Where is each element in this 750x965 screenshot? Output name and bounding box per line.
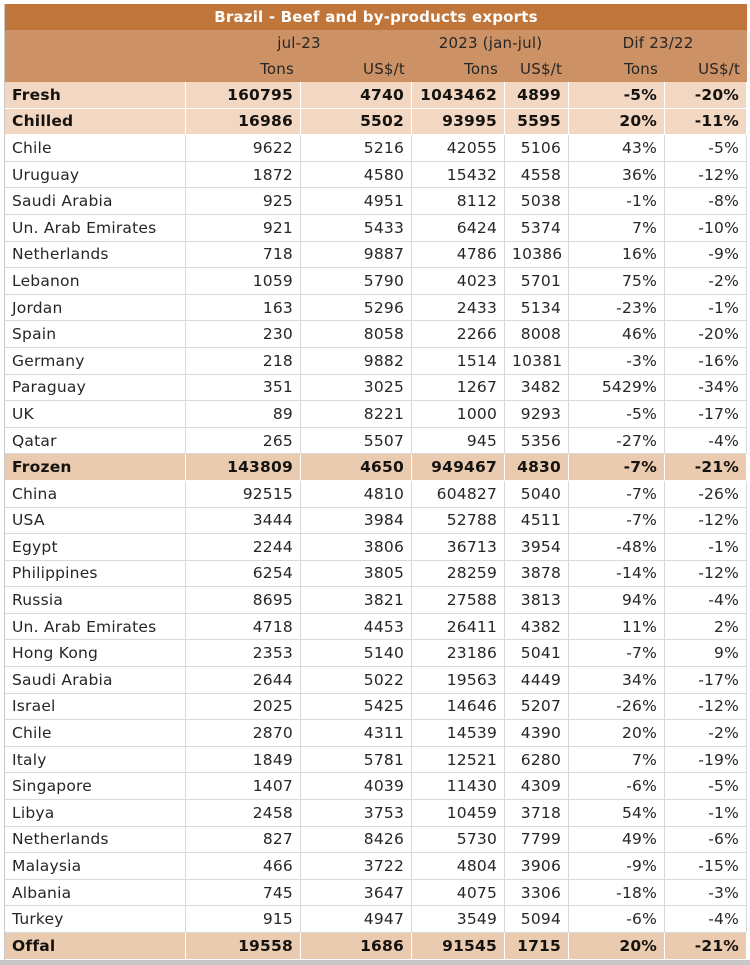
cell-value: 3821 — [301, 587, 412, 614]
subheader-jul-tons: Tons — [186, 56, 301, 82]
row-label: Germany — [5, 348, 186, 375]
cell-value: 9293 — [505, 401, 569, 428]
cell-value: -1% — [665, 295, 747, 322]
cell-value: -12% — [665, 508, 747, 535]
row-label: Uruguay — [5, 162, 186, 189]
cell-value: 921 — [186, 215, 301, 242]
table-row — [5, 614, 747, 641]
row-label: Saudi Arabia — [5, 667, 186, 694]
cell-value: -3% — [569, 348, 665, 375]
cell-value: 93995 — [412, 109, 505, 136]
row-label: Libya — [5, 800, 186, 827]
cell-value: 5790 — [301, 268, 412, 295]
cell-value: 2353 — [186, 640, 301, 667]
cell-value: 8112 — [412, 188, 505, 215]
cell-value: -4% — [665, 906, 747, 933]
row-label: Egypt — [5, 534, 186, 561]
cell-value: -4% — [665, 587, 747, 614]
row-label: Israel — [5, 694, 186, 721]
table-row — [5, 481, 747, 508]
cell-value: 5041 — [505, 640, 569, 667]
row-label: Chile — [5, 135, 186, 162]
cell-value: 9622 — [186, 135, 301, 162]
cell-value: -6% — [569, 773, 665, 800]
cell-value: -20% — [665, 321, 747, 348]
cell-value: 5429% — [569, 375, 665, 402]
table-row — [5, 880, 747, 907]
cell-value: 6424 — [412, 215, 505, 242]
cell-value: 4740 — [301, 82, 412, 109]
cell-value: 94% — [569, 587, 665, 614]
cell-value: -1% — [665, 800, 747, 827]
cell-value: 1514 — [412, 348, 505, 375]
cell-value: 5433 — [301, 215, 412, 242]
cell-value: 604827 — [412, 481, 505, 508]
cell-value: 5106 — [505, 135, 569, 162]
table-row — [5, 720, 747, 747]
table-row — [5, 640, 747, 667]
cell-value: -17% — [665, 667, 747, 694]
cell-value: 16986 — [186, 109, 301, 136]
cell-value: 2433 — [412, 295, 505, 322]
cell-value: -19% — [665, 747, 747, 774]
row-label: UK — [5, 401, 186, 428]
table-row — [5, 135, 747, 162]
cell-value: 46% — [569, 321, 665, 348]
cell-value: -11% — [665, 109, 747, 136]
subheader-2023-tons: Tons — [412, 56, 505, 82]
cell-value: 4311 — [301, 720, 412, 747]
cell-value: 5038 — [505, 188, 569, 215]
row-label: Hong Kong — [5, 640, 186, 667]
cell-value: 1872 — [186, 162, 301, 189]
cell-value: 3306 — [505, 880, 569, 907]
corner-cell — [5, 56, 186, 82]
cell-value: 5730 — [412, 827, 505, 854]
cell-value: 4449 — [505, 667, 569, 694]
corner-cell — [5, 30, 186, 56]
cell-value: 19563 — [412, 667, 505, 694]
cell-value: 14646 — [412, 694, 505, 721]
cell-value: 28259 — [412, 561, 505, 588]
cell-value: 5296 — [301, 295, 412, 322]
cell-value: -5% — [569, 82, 665, 109]
row-label: Frozen — [5, 454, 186, 481]
cell-value: 4718 — [186, 614, 301, 641]
table-row — [5, 800, 747, 827]
cell-value: 3906 — [505, 853, 569, 880]
cell-value: 2% — [665, 614, 747, 641]
cell-value: 3718 — [505, 800, 569, 827]
cell-value: -10% — [665, 215, 747, 242]
cell-value: 3549 — [412, 906, 505, 933]
cell-value: 1000 — [412, 401, 505, 428]
cell-value: -9% — [569, 853, 665, 880]
row-label: Offal — [5, 933, 186, 960]
cell-value: -5% — [665, 135, 747, 162]
cell-value: 3482 — [505, 375, 569, 402]
cell-value: 7% — [569, 215, 665, 242]
table-row — [5, 215, 747, 242]
table-row — [5, 321, 747, 348]
cell-value: 26411 — [412, 614, 505, 641]
cell-value: -18% — [569, 880, 665, 907]
cell-value: -16% — [665, 348, 747, 375]
cell-value: 949467 — [412, 454, 505, 481]
cell-value: 11430 — [412, 773, 505, 800]
cell-value: -26% — [569, 694, 665, 721]
cell-value: 3984 — [301, 508, 412, 535]
cell-value: 4947 — [301, 906, 412, 933]
cell-value: 2458 — [186, 800, 301, 827]
cell-value: 3444 — [186, 508, 301, 535]
cell-value: 11% — [569, 614, 665, 641]
cell-value: 89 — [186, 401, 301, 428]
cell-value: 3954 — [505, 534, 569, 561]
cell-value: 1059 — [186, 268, 301, 295]
cell-value: -17% — [665, 401, 747, 428]
cell-value: -2% — [665, 720, 747, 747]
cell-value: 23186 — [412, 640, 505, 667]
cell-value: 91545 — [412, 933, 505, 960]
cell-value: 36% — [569, 162, 665, 189]
cell-value: 4810 — [301, 481, 412, 508]
cell-value: 718 — [186, 242, 301, 269]
row-label: Chile — [5, 720, 186, 747]
cell-value: -12% — [665, 694, 747, 721]
cell-value: 3878 — [505, 561, 569, 588]
cell-value: 4390 — [505, 720, 569, 747]
row-label: Paraguay — [5, 375, 186, 402]
cell-value: 42055 — [412, 135, 505, 162]
cell-value: 6254 — [186, 561, 301, 588]
cell-value: -2% — [665, 268, 747, 295]
cell-value: 49% — [569, 827, 665, 854]
row-label: Netherlands — [5, 242, 186, 269]
cell-value: 10386 — [505, 242, 569, 269]
cell-value: -7% — [569, 508, 665, 535]
cell-value: 5094 — [505, 906, 569, 933]
cell-value: 265 — [186, 428, 301, 455]
table-row — [5, 906, 747, 933]
row-label: Saudi Arabia — [5, 188, 186, 215]
row-label: Albania — [5, 880, 186, 907]
cell-value: 16% — [569, 242, 665, 269]
cell-value: -3% — [665, 880, 747, 907]
row-label: Jordan — [5, 295, 186, 322]
cell-value: 5207 — [505, 694, 569, 721]
subheader-2023-usdt: US$/t — [505, 56, 569, 82]
cell-value: 4023 — [412, 268, 505, 295]
cell-value: -14% — [569, 561, 665, 588]
row-label: Netherlands — [5, 827, 186, 854]
cell-value: 4558 — [505, 162, 569, 189]
cell-value: 1407 — [186, 773, 301, 800]
cell-value: 1715 — [505, 933, 569, 960]
cell-value: 5374 — [505, 215, 569, 242]
row-label: Malaysia — [5, 853, 186, 880]
cell-value: 1686 — [301, 933, 412, 960]
cell-value: 8426 — [301, 827, 412, 854]
table-row — [5, 694, 747, 721]
table-row — [5, 667, 747, 694]
cell-value: 14539 — [412, 720, 505, 747]
cell-value: 10459 — [412, 800, 505, 827]
table-row — [5, 587, 747, 614]
cell-value: 163 — [186, 295, 301, 322]
bottom-edge — [0, 960, 750, 965]
cell-value: 4951 — [301, 188, 412, 215]
section-row — [5, 109, 747, 136]
subheader-dif-tons: Tons — [569, 56, 665, 82]
cell-value: 43% — [569, 135, 665, 162]
cell-value: 19558 — [186, 933, 301, 960]
cell-value: 3805 — [301, 561, 412, 588]
table-row — [5, 295, 747, 322]
cell-value: 945 — [412, 428, 505, 455]
cell-value: 54% — [569, 800, 665, 827]
cell-value: 160795 — [186, 82, 301, 109]
cell-value: 1849 — [186, 747, 301, 774]
cell-value: 2025 — [186, 694, 301, 721]
table-row — [5, 162, 747, 189]
cell-value: 915 — [186, 906, 301, 933]
cell-value: -27% — [569, 428, 665, 455]
cell-value: 3025 — [301, 375, 412, 402]
cell-value: 9882 — [301, 348, 412, 375]
cell-value: -15% — [665, 853, 747, 880]
cell-value: -21% — [665, 454, 747, 481]
table-row — [5, 188, 747, 215]
table-row — [5, 827, 747, 854]
cell-value: 8695 — [186, 587, 301, 614]
cell-value: -1% — [665, 534, 747, 561]
cell-value: -7% — [569, 481, 665, 508]
cell-value: 9% — [665, 640, 747, 667]
cell-value: -21% — [665, 933, 747, 960]
cell-value: -8% — [665, 188, 747, 215]
cell-value: 2644 — [186, 667, 301, 694]
cell-value: -34% — [665, 375, 747, 402]
cell-value: 351 — [186, 375, 301, 402]
cell-value: -20% — [665, 82, 747, 109]
cell-value: -48% — [569, 534, 665, 561]
row-label: Un. Arab Emirates — [5, 614, 186, 641]
table-row — [5, 561, 747, 588]
cell-value: 52788 — [412, 508, 505, 535]
cell-value: 925 — [186, 188, 301, 215]
table-row — [5, 428, 747, 455]
cell-value: 5356 — [505, 428, 569, 455]
subheader-jul-usdt: US$/t — [301, 56, 412, 82]
cell-value: 5781 — [301, 747, 412, 774]
row-label: Singapore — [5, 773, 186, 800]
cell-value: 4580 — [301, 162, 412, 189]
cell-value: 3647 — [301, 880, 412, 907]
cell-value: -7% — [569, 640, 665, 667]
cell-value: -5% — [569, 401, 665, 428]
table-row — [5, 747, 747, 774]
row-label: Russia — [5, 587, 186, 614]
section-row — [5, 933, 747, 960]
cell-value: 7% — [569, 747, 665, 774]
cell-value: 5216 — [301, 135, 412, 162]
cell-value: 8058 — [301, 321, 412, 348]
cell-value: 8221 — [301, 401, 412, 428]
cell-value: 3813 — [505, 587, 569, 614]
cell-value: 5595 — [505, 109, 569, 136]
cell-value: 2244 — [186, 534, 301, 561]
cell-value: 143809 — [186, 454, 301, 481]
cell-value: -6% — [665, 827, 747, 854]
column-subheader-row — [5, 56, 747, 82]
row-label: Chilled — [5, 109, 186, 136]
cell-value: 27588 — [412, 587, 505, 614]
cell-value: 5040 — [505, 481, 569, 508]
cell-value: 4309 — [505, 773, 569, 800]
table-header — [5, 30, 747, 82]
table-row — [5, 268, 747, 295]
cell-value: 4804 — [412, 853, 505, 880]
row-label: Fresh — [5, 82, 186, 109]
cell-value: 5134 — [505, 295, 569, 322]
section-row — [5, 82, 747, 109]
cell-value: 218 — [186, 348, 301, 375]
row-label: Lebanon — [5, 268, 186, 295]
cell-value: 3722 — [301, 853, 412, 880]
cell-value: 1267 — [412, 375, 505, 402]
cell-value: 92515 — [186, 481, 301, 508]
cell-value: 5022 — [301, 667, 412, 694]
row-label: Turkey — [5, 906, 186, 933]
row-label: USA — [5, 508, 186, 535]
cell-value: 20% — [569, 720, 665, 747]
row-label: Qatar — [5, 428, 186, 455]
cell-value: -7% — [569, 454, 665, 481]
cell-value: 20% — [569, 109, 665, 136]
row-label: Italy — [5, 747, 186, 774]
cell-value: -4% — [665, 428, 747, 455]
exports-table-container — [4, 4, 747, 960]
cell-value: 9887 — [301, 242, 412, 269]
subheader-dif-usdt: US$/t — [665, 56, 747, 82]
cell-value: -9% — [665, 242, 747, 269]
cell-value: 5502 — [301, 109, 412, 136]
cell-value: 4511 — [505, 508, 569, 535]
cell-value: 4899 — [505, 82, 569, 109]
table-row — [5, 348, 747, 375]
cell-value: 20% — [569, 933, 665, 960]
cell-value: 3753 — [301, 800, 412, 827]
table-title: Brazil - Beef and by-products exports — [5, 4, 747, 30]
cell-value: -5% — [665, 773, 747, 800]
cell-value: 4039 — [301, 773, 412, 800]
cell-value: 745 — [186, 880, 301, 907]
row-label: Un. Arab Emirates — [5, 215, 186, 242]
cell-value: 5701 — [505, 268, 569, 295]
cell-value: 1043462 — [412, 82, 505, 109]
cell-value: -12% — [665, 162, 747, 189]
cell-value: 4453 — [301, 614, 412, 641]
cell-value: 75% — [569, 268, 665, 295]
cell-value: 8008 — [505, 321, 569, 348]
cell-value: 5507 — [301, 428, 412, 455]
section-row — [5, 454, 747, 481]
row-label: China — [5, 481, 186, 508]
cell-value: -6% — [569, 906, 665, 933]
table-row — [5, 401, 747, 428]
cell-value: -26% — [665, 481, 747, 508]
cell-value: 7799 — [505, 827, 569, 854]
table-row — [5, 773, 747, 800]
cell-value: 15432 — [412, 162, 505, 189]
row-label: Spain — [5, 321, 186, 348]
table-row — [5, 375, 747, 402]
column-group-dif-23-22: Dif 23/22 — [569, 30, 747, 56]
cell-value: 2870 — [186, 720, 301, 747]
cell-value: 230 — [186, 321, 301, 348]
column-group-2023-janjul: 2023 (jan-jul) — [412, 30, 569, 56]
cell-value: -1% — [569, 188, 665, 215]
cell-value: 2266 — [412, 321, 505, 348]
cell-value: 4075 — [412, 880, 505, 907]
exports-table — [5, 30, 747, 960]
table-row — [5, 853, 747, 880]
cell-value: 10381 — [505, 348, 569, 375]
row-label: Philippines — [5, 561, 186, 588]
cell-value: 4650 — [301, 454, 412, 481]
cell-value: -23% — [569, 295, 665, 322]
cell-value: -12% — [665, 561, 747, 588]
cell-value: 4786 — [412, 242, 505, 269]
column-group-row — [5, 30, 747, 56]
cell-value: 466 — [186, 853, 301, 880]
cell-value: 12521 — [412, 747, 505, 774]
cell-value: 5425 — [301, 694, 412, 721]
cell-value: 827 — [186, 827, 301, 854]
column-group-jul23: jul-23 — [186, 30, 412, 56]
table-row — [5, 508, 747, 535]
table-row — [5, 534, 747, 561]
cell-value: 4830 — [505, 454, 569, 481]
cell-value: 3806 — [301, 534, 412, 561]
cell-value: 6280 — [505, 747, 569, 774]
table-row — [5, 242, 747, 269]
table-body — [5, 82, 747, 960]
cell-value: 5140 — [301, 640, 412, 667]
cell-value: 36713 — [412, 534, 505, 561]
cell-value: 34% — [569, 667, 665, 694]
cell-value: 4382 — [505, 614, 569, 641]
